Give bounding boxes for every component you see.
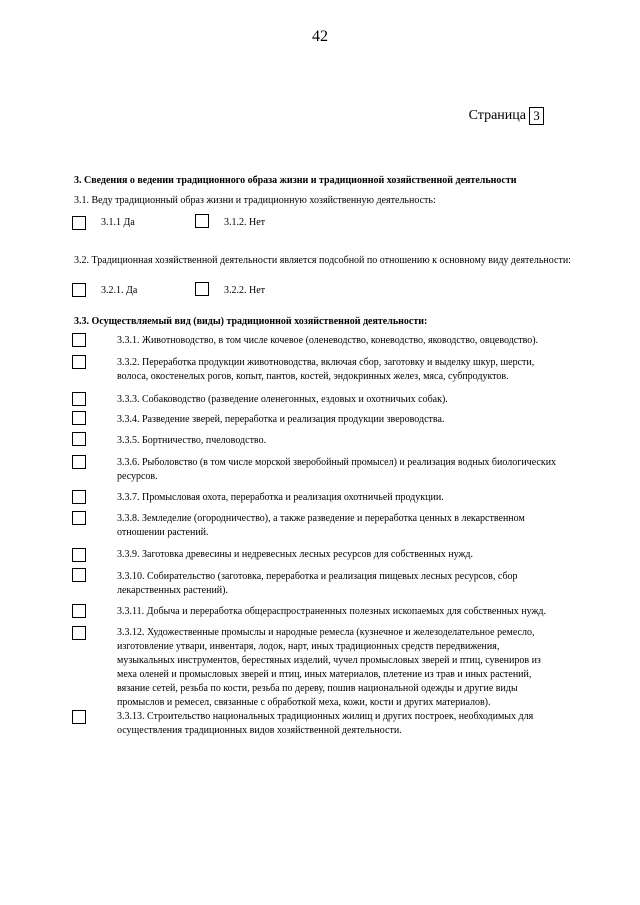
activity-item-12: 3.3.12. Художественные промыслы и народные ремесла (кузнечное и железоделательное ремесло, изготовление утвари, инвентаря, лодок, нарт, иных традиционных средств передвижения, музыкальных инструментов, берестяных изделий, чучел промысловых зверей и птиц, сувениров из меха оленей и промысловых зверей и птиц, иных материалов, плетение из трав и иных растений, вязание сетей, резьба по кости, резьба по дереву, пошив национальной одежды и другие виды промыслов и ремесел, связанные с обработкой меха, кожи, кости и других материалов). [117, 627, 541, 708]
activity-checkbox-13[interactable] [72, 710, 86, 724]
q32-yes-checkbox[interactable] [72, 283, 86, 297]
q32-yes-label: 3.2.1. Да [101, 285, 138, 296]
activity-checkbox-1[interactable] [72, 333, 86, 347]
activity-item-1: 3.3.1. Животноводство, в том числе кочевое (оленеводство, коневодство, яководство, овцеводство). [117, 335, 539, 346]
q31-yes-label: 3.1.1 Да [101, 217, 135, 228]
q32-no-checkbox[interactable] [195, 282, 209, 296]
q31-no-checkbox[interactable] [195, 214, 209, 228]
activity-item-8: 3.3.8. Земледелие (огородничество), а также разведение и переработка ценных в лекарственном отношении растений. [117, 513, 525, 538]
activity-item-11: 3.3.11. Добыча и переработка общераспространенных полезных ископаемых для собственных нужд. [117, 606, 546, 617]
activity-checkbox-5[interactable] [72, 432, 86, 446]
section-title: 3. Сведения о ведении традиционного образа жизни и традиционной хозяйственной деятельности [74, 175, 517, 186]
activity-checkbox-9[interactable] [72, 548, 86, 562]
page-box: 3 [529, 107, 544, 125]
activity-item-10: 3.3.10. Собирательство (заготовка, переработка и реализация пищевых лесных ресурсов, сбор лекарственных растений). [117, 571, 518, 596]
page-number: 42 [312, 28, 328, 45]
activity-checkbox-8[interactable] [72, 511, 86, 525]
activity-checkbox-12[interactable] [72, 626, 86, 640]
activity-item-2: 3.3.2. Переработка продукции животноводства, включая сбор, заготовку и выделку шкур, шерсти, волоса, окостенелых рогов, копыт, пантов, костей, эндокринных желез, мяса, субпродуктов. [117, 357, 535, 382]
q31-no-label: 3.1.2. Нет [224, 217, 266, 228]
q33-title: 3.3. Осуществляемый вид (виды) традиционной хозяйственной деятельности: [74, 316, 428, 327]
activity-checkbox-7[interactable] [72, 490, 86, 504]
activity-checkbox-11[interactable] [72, 604, 86, 618]
activity-item-7: 3.3.7. Промысловая охота, переработка и реализация охотничьей продукции. [117, 492, 444, 503]
activity-checkbox-6[interactable] [72, 455, 86, 469]
q31-label: 3.1. Веду традиционный образ жизни и традиционную хозяйственную деятельность: [74, 195, 436, 206]
q31-yes-checkbox[interactable] [72, 216, 86, 230]
activity-checkbox-4[interactable] [72, 411, 86, 425]
activity-item-3: 3.3.3. Собаководство (разведение оленегонных, ездовых и охотничьих собак). [117, 394, 448, 405]
activity-item-4: 3.3.4. Разведение зверей, переработка и реализация продукции звероводства. [117, 414, 445, 425]
activity-checkbox-3[interactable] [72, 392, 86, 406]
page-indicator [469, 107, 544, 125]
activity-item-6: 3.3.6. Рыболовство (в том числе морской зверобойный промысел) и реализация водных биологических ресурсов. [117, 457, 557, 482]
q32-label: 3.2. Традиционная хозяйственной деятельности является подсобной по отношению к основному виду деятельности: [74, 255, 571, 266]
q32-no-label: 3.2.2. Нет [224, 285, 266, 296]
activity-checkbox-10[interactable] [72, 568, 86, 582]
activity-item-9: 3.3.9. Заготовка древесины и недревесных лесных ресурсов для собственных нужд. [117, 549, 474, 560]
page-label: Страница [468, 108, 526, 123]
activity-item-5: 3.3.5. Бортничество, пчеловодство. [117, 435, 267, 446]
activity-checkbox-2[interactable] [72, 355, 86, 369]
activity-item-13: 3.3.13. Строительство национальных традиционных жилищ и других построек, необходимых для осуществления традиционных видов хозяйственной деятельности. [117, 711, 534, 736]
